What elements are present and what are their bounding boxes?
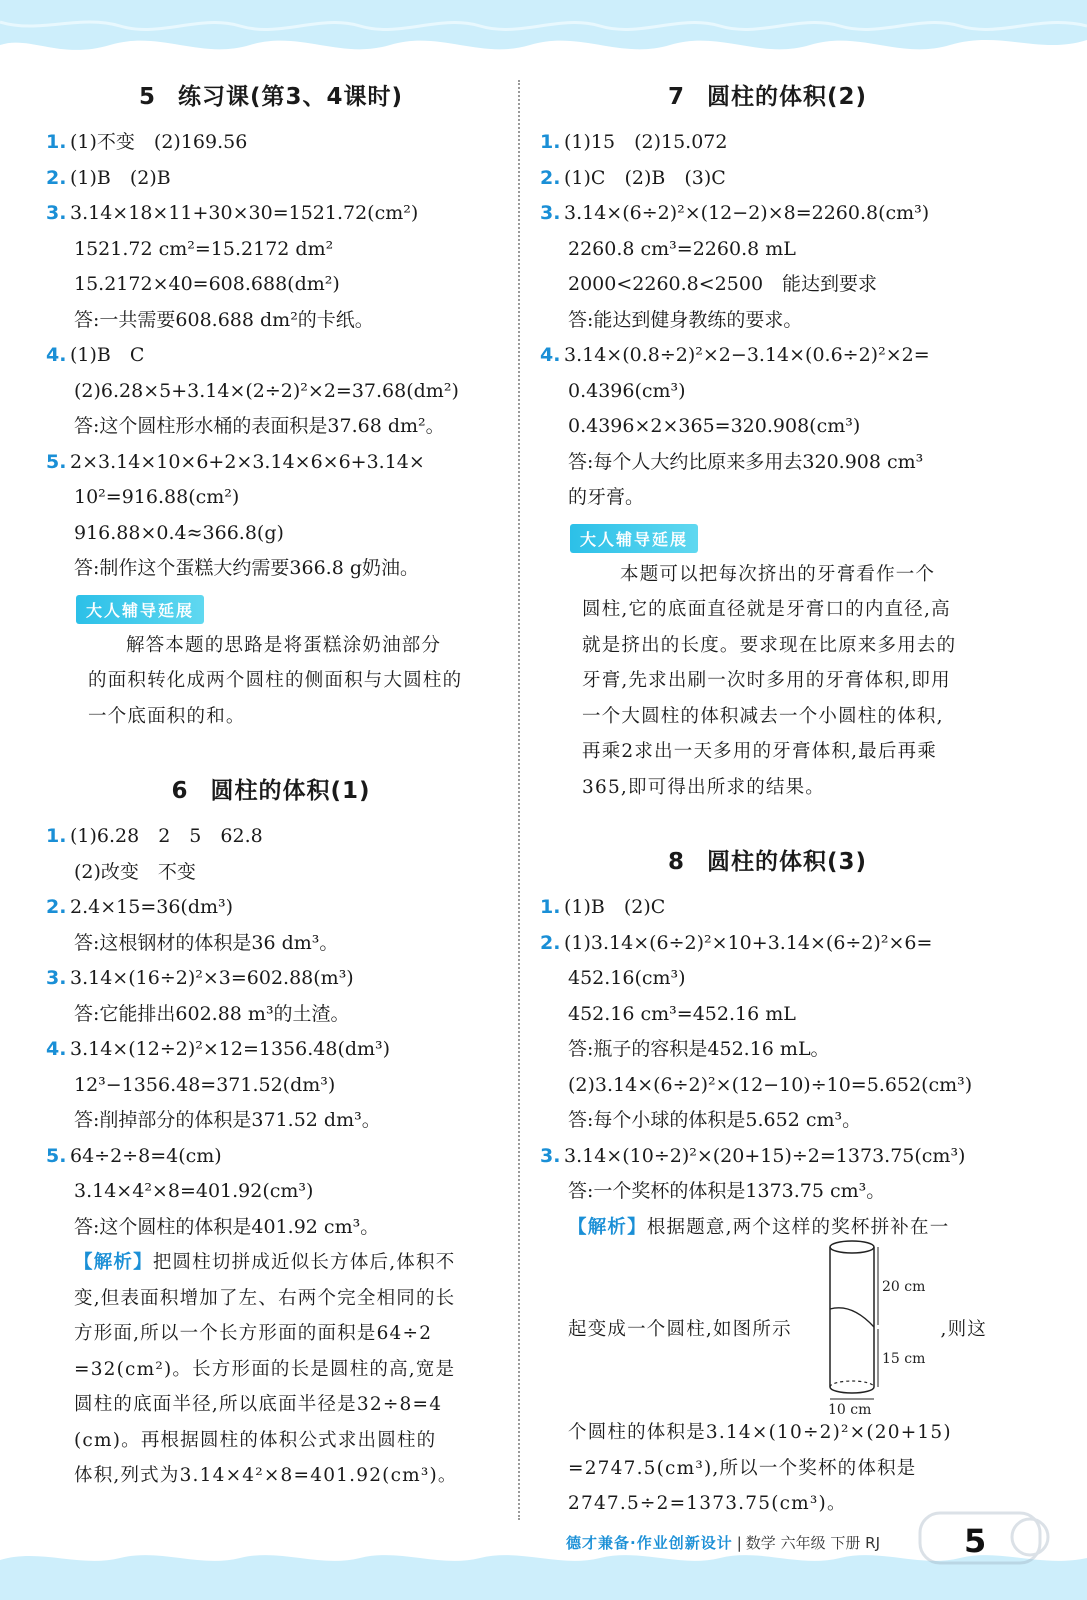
s8-figure-row	[540, 1245, 995, 1415]
footer-brand: 德才兼备·作业创新设计	[566, 1534, 733, 1552]
s8-figure-text-right: ,则这	[940, 1319, 987, 1340]
section-5-title: 5 练习课(第3、4课时)	[138, 84, 404, 110]
s8-q2-line3: 452.16 cm³=452.16 mL	[568, 1002, 796, 1025]
s5-q2: 2. (1)B (2)B	[46, 166, 171, 189]
s8-q2: 2. (1)3.14×(6÷2)²×10+3.14×(6÷2)²×6=	[540, 931, 933, 954]
watermark-logo	[880, 1505, 1070, 1595]
cylinder-label-bottom: 15 cm	[882, 1351, 926, 1367]
s6-q3-answer: 答:它能排出602.88 m³的土渣。	[74, 1002, 350, 1025]
s7-q3-line2: 2260.8 cm³=2260.8 mL	[568, 237, 796, 260]
s8-q1: 1. (1)B (2)C	[540, 896, 666, 918]
s7-q1: 1. (1)15 (2)15.072	[540, 131, 728, 153]
s7-q4-line2: 0.4396(cm³)	[568, 379, 686, 402]
s6-q1-line2: (2)改变 不变	[74, 860, 196, 883]
s6-q2-answer: 答:这根钢材的体积是36 dm³。	[74, 931, 339, 954]
s8-q2-part2: (2)3.14×(6÷2)²×(12−10)÷10=5.652(cm³)	[568, 1073, 973, 1096]
s5-tutor-badge: 大人辅导延展	[76, 595, 204, 624]
s7-tutor-badge: 大人辅导延展	[570, 524, 698, 553]
footer-grade: 六年级	[780, 1534, 826, 1552]
s5-q4-line2: (2)6.28×5+3.14×(2÷2)²×2=37.68(dm²)	[74, 379, 459, 402]
s6-q5-line2: 3.14×4²×8=401.92(cm³)	[74, 1180, 314, 1202]
right-column	[540, 70, 995, 1522]
s8-analysis-rest: 个圆柱的体积是3.14×(10÷2)²×(20+15) =2747.5(cm³),所以一个奖杯的体积是 2747.5÷2=1373.75(cm³)。	[568, 1422, 952, 1514]
footer-volume: 下册	[830, 1534, 861, 1552]
s5-q3-line3: 15.2172×40=608.688(dm²)	[74, 273, 340, 295]
s6-q2: 2. 2.4×15=36(dm³)	[46, 896, 234, 918]
s6-q5-answer: 答:这个圆柱的体积是401.92 cm³。	[74, 1215, 380, 1238]
s5-q5-answer: 答:制作这个蛋糕大约需要366.8 g奶油。	[74, 557, 419, 579]
s7-q4-answer-cont: 的牙膏。	[568, 486, 645, 508]
s6-q4-line2: 12³−1356.48=371.52(dm³)	[74, 1073, 336, 1096]
section-7-title: 7 圆柱的体积(2)	[667, 84, 868, 110]
s5-q5-line2: 10²=916.88(cm²)	[74, 486, 240, 508]
section-6-title: 6 圆柱的体积(1)	[171, 778, 371, 804]
s7-q2: 2. (1)C (2)B (3)C	[540, 166, 726, 189]
s5-q4: 4. (1)B C	[46, 344, 145, 366]
s6-analysis: 【解析】把圆柱切拼成近似长方体后,体积不 变,但表面积增加了左、右两个完全相同的长 方形面,所以一个长方形面的面积是64÷2 =32(cm²)。长方形面的长是圆柱的高,宽是 圆柱的底面半径,所以底面半径是32÷8=4 (cm)。再根据圆柱的体积公式求出圆柱的 体积,列式为3.14×4²×8=401.92(cm³)。	[74, 1252, 458, 1486]
s6-q1: 1. (1)6.28 2 5 62.8	[46, 825, 263, 847]
s5-q3-answer: 答:一共需要608.688 dm²的卡纸。	[74, 308, 374, 331]
s6-q4: 4. 3.14×(12÷2)²×12=1356.48(dm³)	[46, 1038, 391, 1060]
s5-q1: 1. (1)不变 (2)169.56	[46, 131, 248, 153]
s5-q5: 5. 2×3.14×10×6+2×3.14×6×6+3.14×	[46, 450, 425, 473]
s7-q4-answer: 答:每个人大约比原来多用去320.908 cm³	[568, 450, 924, 473]
s7-q4-line3: 0.4396×2×365=320.908(cm³)	[568, 415, 861, 437]
cylinder-label-base: 10 cm	[828, 1402, 872, 1415]
section-8-title: 8 圆柱的体积(3)	[667, 849, 868, 875]
left-column	[46, 70, 496, 1494]
s7-q3-answer: 答:能达到健身教练的要求。	[568, 308, 803, 331]
s7-extension-text: 本题可以把每次挤出的牙膏看作一个 圆柱,它的底面直径就是牙膏口的内直径,高 就是挤出的长度。要求现在比原来多用去的 牙膏,先求出刷一次时多用的牙膏体积,即用 一个大圆柱的体积减去一个小圆柱的体积, 再乘2求出一天多用的牙膏体积,最后再乘 365,即可得出所求的结果。	[582, 563, 957, 798]
footer-edition: RJ	[865, 1534, 881, 1552]
s6-q3: 3. 3.14×(16÷2)²×3=602.88(m³)	[46, 967, 354, 989]
page-number: 5	[964, 1522, 987, 1560]
footer-subject: 数学	[745, 1534, 776, 1552]
s5-extension-text: 解答本题的思路是将蛋糕涂奶油部分 的面积转化成两个圆柱的侧面积与大圆柱的 一个底面积的和。	[88, 634, 463, 727]
s7-q3: 3. 3.14×(6÷2)²×(12−2)×8=2260.8(cm³)	[540, 202, 930, 224]
s6-q4-answer: 答:削掉部分的体积是371.52 dm³。	[74, 1109, 381, 1131]
s5-q3: 3. 3.14×18×11+30×30=1521.72(cm²)	[46, 202, 419, 224]
cylinder-label-top: 20 cm	[882, 1279, 926, 1295]
column-divider	[518, 80, 520, 1520]
s8-q2-answer: 答:瓶子的容积是452.16 mL。	[568, 1038, 830, 1060]
s8-q2-line2: 452.16(cm³)	[568, 967, 686, 989]
s7-q3-line3: 2000<2260.8<2500 能达到要求	[568, 273, 878, 295]
s5-q3-line2: 1521.72 cm²=15.2172 dm²	[74, 237, 334, 260]
s5-q4-answer: 答:这个圆柱形水桶的表面积是37.68 dm²。	[74, 415, 445, 437]
s8-q2-part2-answer: 答:每个小球的体积是5.652 cm³。	[568, 1109, 862, 1131]
s8-q3: 3. 3.14×(10÷2)²×(20+15)÷2=1373.75(cm³)	[540, 1144, 966, 1167]
s6-q5: 5. 64÷2÷8=4(cm)	[46, 1144, 222, 1167]
s8-q3-answer: 答:一个奖杯的体积是1373.75 cm³。	[568, 1180, 886, 1202]
s7-q4: 4. 3.14×(0.8÷2)²×2−3.14×(0.6÷2)²×2=	[540, 344, 930, 366]
s8-analysis-line1: 【解析】根据题意,两个这样的奖杯拼补在一	[568, 1216, 950, 1238]
s5-q5-line3: 916.88×0.4≈366.8(g)	[74, 521, 284, 544]
cylinder-diagram	[820, 1237, 930, 1415]
page-footer: 德才兼备·作业创新设计 | 数学 六年级 下册 RJ	[566, 1534, 881, 1552]
s8-figure-text-left: 起变成一个圆柱,如图所示	[568, 1319, 792, 1340]
